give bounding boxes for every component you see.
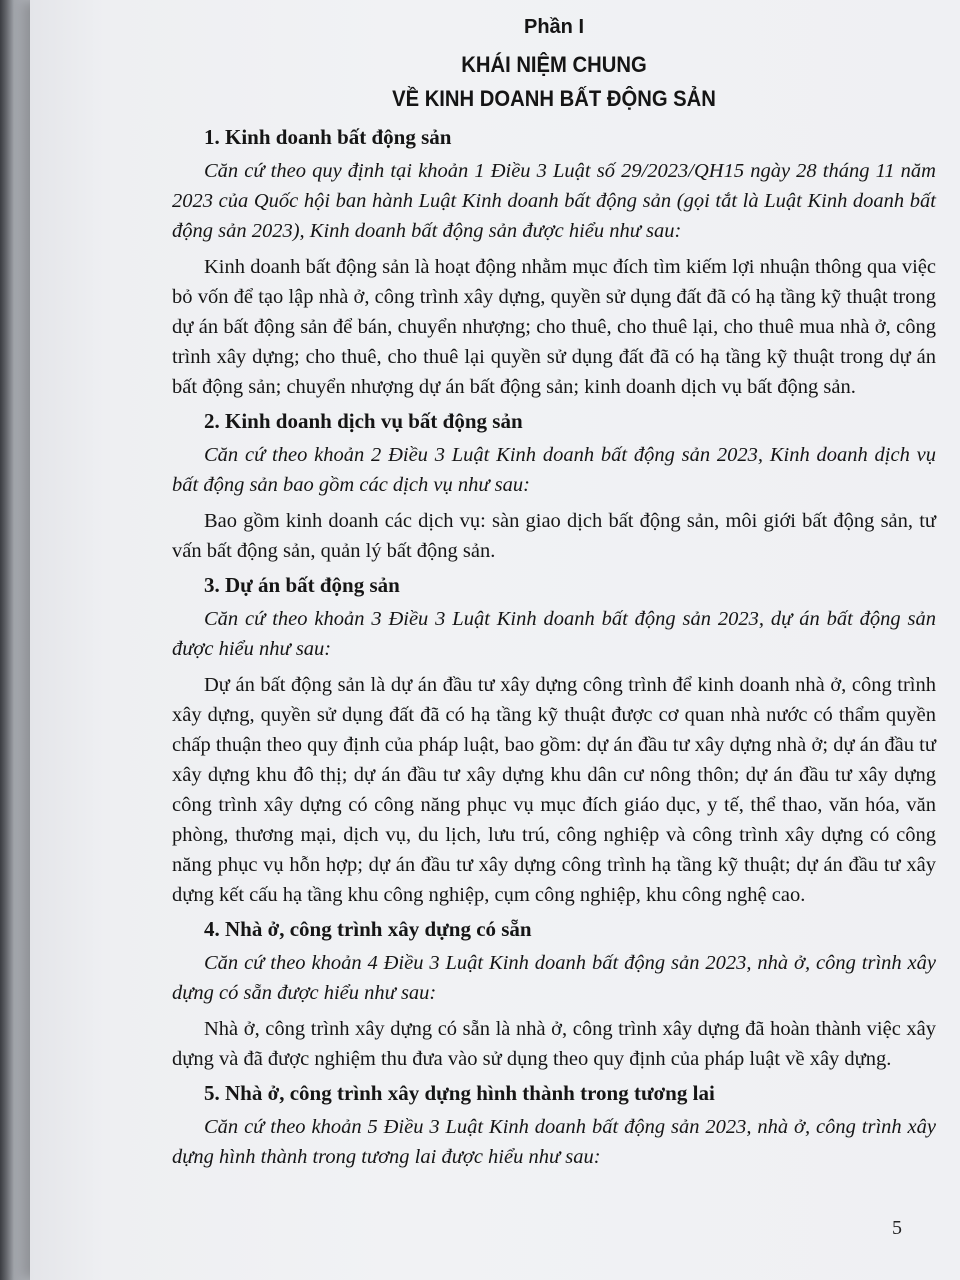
section-4 [172,914,936,1074]
section-3 [172,570,936,910]
section-heading: 3. Dự án bất động sản [204,573,400,597]
section-body: Dự án bất động sản là dự án đầu tư xây dựng công trình để kinh doanh nhà ở, công trình xây dựng, quyền sử dụng đất đã có hạ tầng kỹ thuật được cơ quan nhà nước có thẩm quyền chấp thuận theo quy định của pháp luật, bao gồm: dự án đầu tư xây dựng nhà ở; dự án đầu tư xây dựng khu đô thị; dự án đầu tư xây dựng khu dân cư nông thôn; dự án đầu tư xây dựng công trình xây dựng có công năng phục vụ mục đích giáo dục, y tế, thể thao, văn hóa, văn phòng, thương mại, dịch vụ, du lịch, lưu trú, công nghiệp và công trình xây dựng có công năng phục vụ hỗn hợp; dự án đầu tư xây dựng công trình hạ tầng kỹ thuật; dự án đầu tư xây dựng kết cấu hạ tầng khu công nghiệp, cụm công nghiệp, khu công nghệ cao. [172,674,936,906]
section-legal-basis: Căn cứ theo quy định tại khoản 1 Điều 3 Luật số 29/2023/QH15 ngày 28 tháng 11 năm 2023 của Quốc hội ban hành Luật Kinh doanh bất động sản (gọi tắt là Luật Kinh doanh bất động sản 2023), Kinh doanh bất động sản được hiểu như sau: [172,160,936,242]
chapter-title-line-1: KHÁI NIỆM CHUNG [461,52,647,77]
section-body: Kinh doanh bất động sản là hoạt động nhằm mục đích tìm kiếm lợi nhuận thông qua việc bỏ vốn để tạo lập nhà ở, công trình xây dựng, quyền sử dụng đất đã có hạ tầng kỹ thuật trong dự án bất động sản để bán, chuyển nhượng; cho thuê, cho thuê lại, cho thuê mua nhà ở, công trình xây dựng; cho thuê, cho thuê lại quyền sử dụng đất đã có hạ tầng kỹ thuật trong dự án bất động sản; chuyển nhượng dự án bất động sản; kinh doanh dịch vụ bất động sản. [172,256,936,398]
book-page [30,0,960,1280]
book-gutter-shadow [0,0,14,1280]
section-heading: 1. Kinh doanh bất động sản [204,125,452,149]
page-number: 5 [892,1217,902,1239]
section-body: Nhà ở, công trình xây dựng có sẵn là nhà ở, công trình xây dựng đã hoàn thành việc xây dựng và đã được nghiệm thu đưa vào sử dụng theo quy định của pháp luật về xây dựng. [172,1018,936,1070]
section-legal-basis: Căn cứ theo khoản 3 Điều 3 Luật Kinh doanh bất động sản 2023, dự án bất động sản được hiểu như sau: [172,608,936,660]
chapter-title-line-2: VỀ KINH DOANH BẤT ĐỘNG SẢN [392,86,716,111]
section-body: Bao gồm kinh doanh các dịch vụ: sàn giao dịch bất động sản, môi giới bất động sản, tư vấn bất động sản, quản lý bất động sản. [172,510,936,562]
section-2 [172,406,936,566]
section-legal-basis: Căn cứ theo khoản 2 Điều 3 Luật Kinh doanh bất động sản 2023, Kinh doanh dịch vụ bất động sản bao gồm các dịch vụ như sau: [172,444,936,496]
section-heading: 4. Nhà ở, công trình xây dựng có sẵn [204,917,532,941]
section-legal-basis: Căn cứ theo khoản 5 Điều 3 Luật Kinh doanh bất động sản 2023, nhà ở, công trình xây dựng hình thành trong tương lai được hiểu như sau: [172,1116,936,1168]
section-5 [172,1078,936,1172]
chapter-title-block [172,14,936,116]
page-content [172,14,936,1178]
section-legal-basis: Căn cứ theo khoản 4 Điều 3 Luật Kinh doanh bất động sản 2023, nhà ở, công trình xây dựng có sẵn được hiểu như sau: [172,952,936,1004]
section-heading: 2. Kinh doanh dịch vụ bất động sản [204,409,523,433]
section-1 [172,122,936,402]
part-label: Phần I [523,16,584,38]
section-heading: 5. Nhà ở, công trình xây dựng hình thành trong tương lai [204,1081,715,1105]
